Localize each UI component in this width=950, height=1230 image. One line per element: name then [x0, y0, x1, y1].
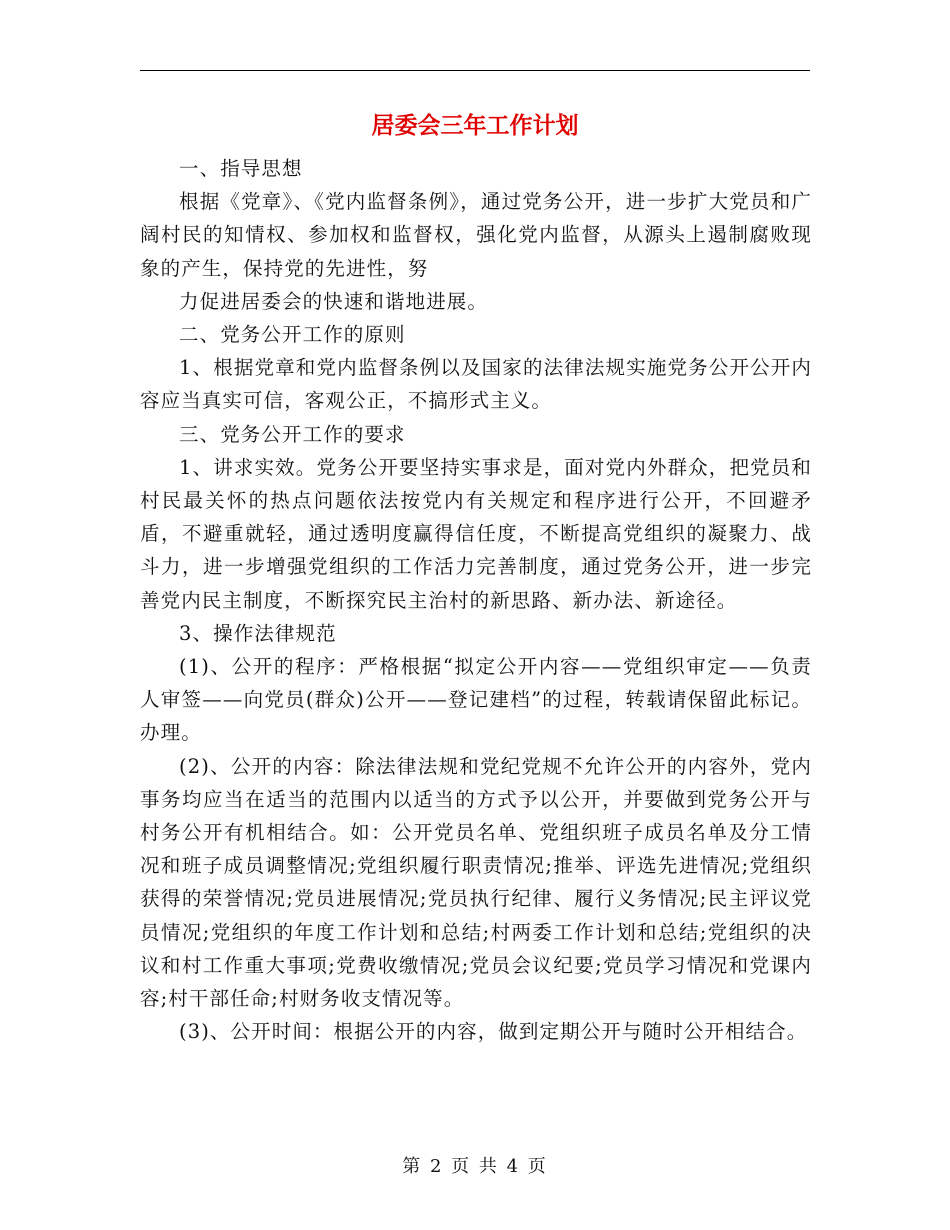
paragraph: (1)、公开的程序：严格根据“拟定公开内容——党组织审定——负责人审签——向党员(群众)公开——登记建档”的过程，转载请保留此标记。办理。 [140, 655, 812, 745]
header-rule [140, 70, 810, 71]
paragraph: 1、根据党章和党内监督条例以及国家的法律法规实施党务公开公开内容应当真实可信，客观公正，不搞形式主义。 [140, 356, 812, 413]
document-body [140, 152, 812, 1048]
paragraph: 一、指导思想 [179, 157, 303, 180]
paragraph: 3、操作法律规范 [179, 621, 337, 645]
paragraph: 力促进居委会的快速和谐地进展。 [179, 289, 489, 313]
paragraph: (2)、公开的内容：除法律法规和党纪党规不允许公开的内容外，党内事务均应当在适当的范围内以适当的方式予以公开，并要做到党务公开与村务公开有机相结合。如：公开党员名单、党组织班子成员名单及分工情况和班子成员调整情况;党组织履行职责情况;推举、评选先进情况;党组织获得的荣誉情况;党员进展情况;党员执行纪律、履行义务情况;民主评议党员情况;党组织的年度工作计划和总结;村两委工作计划和总结;党组织的决议和村工作重大事项;党费收缴情况;党员会议纪要;党员学习情况和党课内容;村干部任命;村财务收支情况等。 [140, 754, 812, 1011]
paragraph: 1、讲求实效。党务公开要坚持实事求是，面对党内外群众，把党员和村民最关怀的热点问题依法按党内有关规定和程序进行公开，不回避矛盾，不避重就轻，通过透明度赢得信任度，不断提高党组织的凝聚力、战斗力，进一步增强党组织的工作活力完善制度，通过党务公开，进一步完善党内民主制度，不断探究民主治村的新思路、新办法、新途径。 [140, 455, 812, 612]
paragraph: 根据《党章》、《党内监督条例》，通过党务公开，进一步扩大党员和广阔村民的知情权、参加权和监督权，强化党内监督，从源头上遏制腐败现象的产生，保持党的先进性，努 [140, 190, 812, 280]
paragraph: (3)、公开时间：根据公开的内容，做到定期公开与随时公开相结合。 [179, 1020, 808, 1044]
paragraph: 二、党务公开工作的原则 [179, 323, 406, 347]
paragraph: 三、党务公开工作的要求 [179, 422, 406, 446]
page-number-footer: 第 2 页 共 4 页 [402, 1156, 548, 1177]
document-title: 居委会三年工作计划 [371, 112, 579, 139]
